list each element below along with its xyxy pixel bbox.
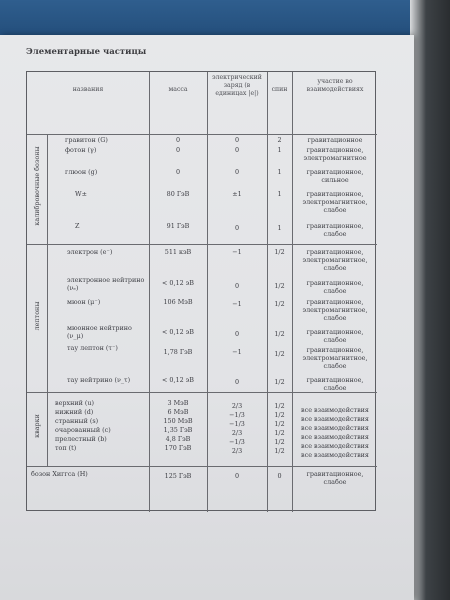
particle-spin: 1/2 [274,429,285,437]
particle-charge: 2/3 [231,429,243,437]
particle-mass: 3 МэВ [167,399,189,407]
particle-name: бозон Хиггса (H) [31,470,88,478]
particle-interaction: гравитационное, электромагнитное [303,146,367,162]
quark-bottom-rule [27,466,377,467]
particle-interaction: гравитационное, электромагнитное, слабое [302,298,368,322]
particle-interaction: гравитационное, электромагнитное, слабое [302,248,368,272]
particle-spin: 0 [277,472,282,480]
particle-mass: 1,78 ГэВ [163,348,193,356]
particle-spin: 1/2 [274,447,285,455]
particle-spin: 1/2 [274,411,285,419]
particle-charge: −1 [232,248,242,256]
particle-charge: 0 [234,378,240,386]
particle-spin: 1/2 [274,402,285,410]
particle-spin: 1/2 [274,300,285,308]
particle-name: топ (t) [55,444,77,452]
particle-charge: 0 [234,224,240,232]
particle-charge: 0 [234,330,240,338]
particle-interaction: гравитационное, сильное [306,168,364,184]
particle-interaction: гравитационное, слабое [306,376,364,392]
particles-table [26,71,376,511]
particle-mass: 0 [175,146,181,154]
particle-interaction: гравитационное, слабое [306,222,364,238]
page-sheet [0,35,414,600]
header-interaction: участие во взаимодействиях [306,78,364,93]
particle-charge: −1/3 [229,438,245,446]
particle-name: прелестный (b) [55,435,107,443]
particle-spin: 1/2 [274,438,285,446]
particle-charge: 0 [234,168,240,176]
particle-mass: < 0,12 эВ [162,376,194,384]
header-spin: спин [271,86,288,93]
particle-charge: 2/3 [231,447,243,455]
particle-mass: 511 кэВ [164,248,192,256]
particle-interaction: все взаимодействия [301,451,369,459]
particle-charge: 0 [234,472,240,480]
page-title: Элементарные частицы [26,47,147,57]
particle-spin: 1/2 [274,248,285,256]
particle-name: мюон (μ⁻) [67,298,101,306]
particle-interaction: гравитационное, электромагнитное, слабое [302,346,368,370]
particle-mass: < 0,12 эВ [162,279,194,287]
particle-interaction: гравитационное, слабое [306,279,364,295]
book-cover-band [0,0,450,35]
particle-charge: ±1 [232,190,242,198]
group-label-leptons: лептоны [33,301,41,331]
particle-mass: 106 МэВ [163,298,193,306]
particle-charge: −1 [232,348,242,356]
particle-name: Z [75,222,80,230]
particle-name: гравитон (G) [65,136,108,144]
particle-charge: −1/3 [229,411,245,419]
particle-name: тау нейтрино (ν_τ) [67,376,131,384]
particle-mass: 0 [175,168,181,176]
particle-spin: 1/2 [274,420,285,428]
particle-interaction: все взаимодействия [301,424,369,432]
particle-mass: 91 ГэВ [166,222,190,230]
particle-interaction: все взаимодействия [301,406,369,414]
particle-charge: 0 [234,136,240,144]
particle-name: глюон (g) [65,168,98,176]
gauge-bottom-rule [27,244,377,245]
group-label-gauge: калибровочные бозоны [33,146,41,226]
particle-charge: 2/3 [231,402,243,410]
group-label-quarks: кварки [33,414,41,438]
particle-interaction: все взаимодействия [301,415,369,423]
particle-charge: −1/3 [229,420,245,428]
particle-mass: 0 [175,136,181,144]
particle-name: электронное нейтрино (νₑ) [67,276,145,292]
particle-mass: 170 ГэВ [164,444,192,452]
particle-name: верхний (u) [55,399,94,407]
particle-charge: 0 [234,146,240,154]
book-spine-edge [410,0,450,600]
particle-mass: 6 МэВ [167,408,189,416]
particle-spin: 1 [277,168,282,176]
particle-spin: 1/2 [274,282,285,290]
particle-interaction: все взаимодействия [301,442,369,450]
particle-spin: 1/2 [274,378,285,386]
particle-spin: 1 [277,146,282,154]
header-name: названия [72,86,104,93]
particle-name: странный (s) [55,417,99,425]
particle-interaction: гравитационное, слабое [306,470,364,486]
particle-spin: 1 [277,190,282,198]
particle-interaction: гравитационное, электромагнитное, слабое [302,190,368,214]
particle-mass: 125 ГэВ [164,472,192,480]
particle-mass: < 0,12 эВ [162,328,194,336]
particle-charge: 0 [234,282,240,290]
particle-name: тау лептон (τ⁻) [67,344,118,352]
particle-mass: 150 МэВ [163,417,193,425]
particle-mass: 80 ГэВ [166,190,190,198]
particle-charge: −1 [232,300,242,308]
header-charge: электрический заряд (в единицах |e|) [212,74,262,97]
particle-name: очарованный (c) [55,426,111,434]
particle-name: нижний (d) [55,408,94,416]
particle-spin: 2 [277,136,282,144]
particle-name: электрон (e⁻) [67,248,113,256]
particle-mass: 4,8 ГэВ [165,435,191,443]
particle-spin: 1/2 [274,350,285,358]
particle-name: W± [75,190,87,198]
particle-spin: 1 [277,224,282,232]
particle-interaction: гравитационное [307,136,363,144]
group-col-divider [47,134,48,466]
particle-interaction: все взаимодействия [301,433,369,441]
particle-mass: 1,35 ГэВ [163,426,193,434]
particle-name: мюонное нейтрино (ν_μ) [67,324,132,340]
particle-spin: 1/2 [274,330,285,338]
lepton-bottom-rule [27,392,377,393]
header-mass: масса [168,86,188,93]
particle-interaction: гравитационное, слабое [306,328,364,344]
spin-col-divider [292,72,293,512]
particle-name: фотон (γ) [65,146,97,154]
header-rule [27,134,377,135]
